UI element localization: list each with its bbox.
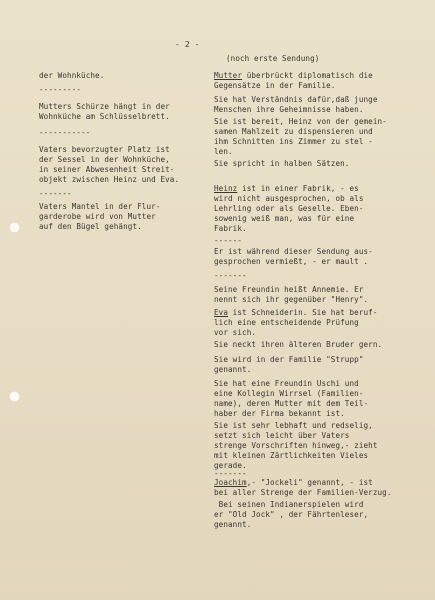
separator: ------- (214, 469, 247, 478)
punch-hole (9, 391, 20, 402)
text-line: Seine Freundin heißt Annemie. Er (214, 285, 364, 294)
text-line: Sie ist bereit, Heinz von der gemein- (214, 117, 387, 126)
text-line: bei aller Strenge der Familien-Verzug. (214, 488, 392, 497)
text-line: Menschen ihre Geheimnisse haben. (214, 105, 364, 114)
text-line: eine Kollegin Wirrsel (Familien- (214, 389, 364, 398)
continuation-note: (noch erste Sendung) (226, 54, 320, 63)
punch-hole (9, 222, 20, 233)
text-line: lich eine entscheidende Prüfung (214, 318, 359, 327)
page-number: - 2 - (175, 40, 200, 49)
text-line: Vaters bevorzugter Platz ist (39, 145, 170, 154)
text-line: Mutter überbrückt diplomatisch die (214, 71, 373, 80)
text-line: sowenig weiß man, was für eine (214, 214, 355, 223)
text-line: auf den Bügel gehängt. (39, 222, 142, 231)
text-line: objekt zwischen Heinz und Eva. (39, 175, 180, 184)
text-line: wird nicht ausgesprochen, ob als (214, 194, 364, 203)
text-line: Mutters Schürze hängt in der (39, 102, 170, 111)
text-line: gesprochen vermießt, - er mault . (214, 257, 369, 266)
character-name-eva: Eva (214, 308, 229, 317)
text-line: Vaters Mantel in der Flur- (39, 202, 161, 211)
separator: --------- (39, 85, 82, 94)
text-line: genannt. (214, 520, 252, 529)
text-line: gerade. (214, 461, 247, 470)
text-line: Sie spricht in halben Sätzen. (214, 159, 350, 168)
text-line: genannt. (214, 365, 252, 374)
separator: ------- (214, 271, 247, 280)
text-line: Wohnküche am Schlüsselbrett. (39, 112, 170, 121)
text-line: der Sessel in der Wohnküche, (39, 155, 170, 164)
text-line: Sie neckt ihren älteren Bruder gern. (214, 340, 383, 349)
character-name-mutter: Mutter (214, 71, 243, 80)
text-line: Sie wird in der Familie "Strupp" (214, 355, 364, 364)
text-line: vor sich. (214, 328, 257, 337)
text-line: len. (214, 147, 233, 156)
text-line: der Wohnküche. (39, 71, 105, 80)
text-line: Heinz ist in einer Fabrik, - es (214, 184, 359, 193)
text-line: Sie hat eine Freundin Uschi und (214, 379, 359, 388)
text-line: Sie hat Verständnis dafür,daß junge (214, 95, 378, 104)
text-line: Er ist während dieser Sendung aus- (214, 247, 373, 256)
text-line: in seiner Abwesenheit Streit- (39, 165, 175, 174)
separator: ------ (214, 236, 243, 245)
text-line: strenge Vorschriften hinweg,- zieht (214, 441, 378, 450)
text-line: nennt sich ihr gegenüber "Henry". (214, 295, 369, 304)
text-line: er "Old Jock" , der Fährtenleser, (214, 510, 369, 519)
text-line: samen Mahlzeit zu dispensieren und (214, 127, 373, 136)
character-name-joachim: Joachim (214, 478, 247, 487)
text-line: mit kleinen Zärtlichkeiten Vieles (214, 451, 369, 460)
text-line: Sie ist sehr lebhaft und redselig, (214, 421, 373, 430)
separator: ----------- (39, 128, 91, 137)
text-line: Joachim,- "Jockeli" genannt, - ist (214, 478, 373, 487)
text-line: Gegensätze in der Familie. (214, 81, 336, 90)
text-line: haber der Firma bekannt ist. (214, 409, 345, 418)
separator: ------- (39, 189, 72, 198)
text-line: setzt sich leicht über Vaters (214, 431, 350, 440)
text-line: Lehrling oder als Geselle. Eben- (214, 204, 364, 213)
text-line: Bei seinen Indianerspielen wird (214, 500, 364, 509)
text-line: garderobe wird von Mutter (39, 212, 156, 221)
text-line: Fabrik. (214, 224, 247, 233)
character-name-heinz: Heinz (214, 184, 238, 193)
text-line: ihm Schnitten ins Zimmer zu stel - (214, 137, 373, 146)
text-line: name), deren Mutter mit dem Teil- (214, 399, 369, 408)
text-line: Eva ist Schneiderin. Sie hat beruf- (214, 308, 378, 317)
